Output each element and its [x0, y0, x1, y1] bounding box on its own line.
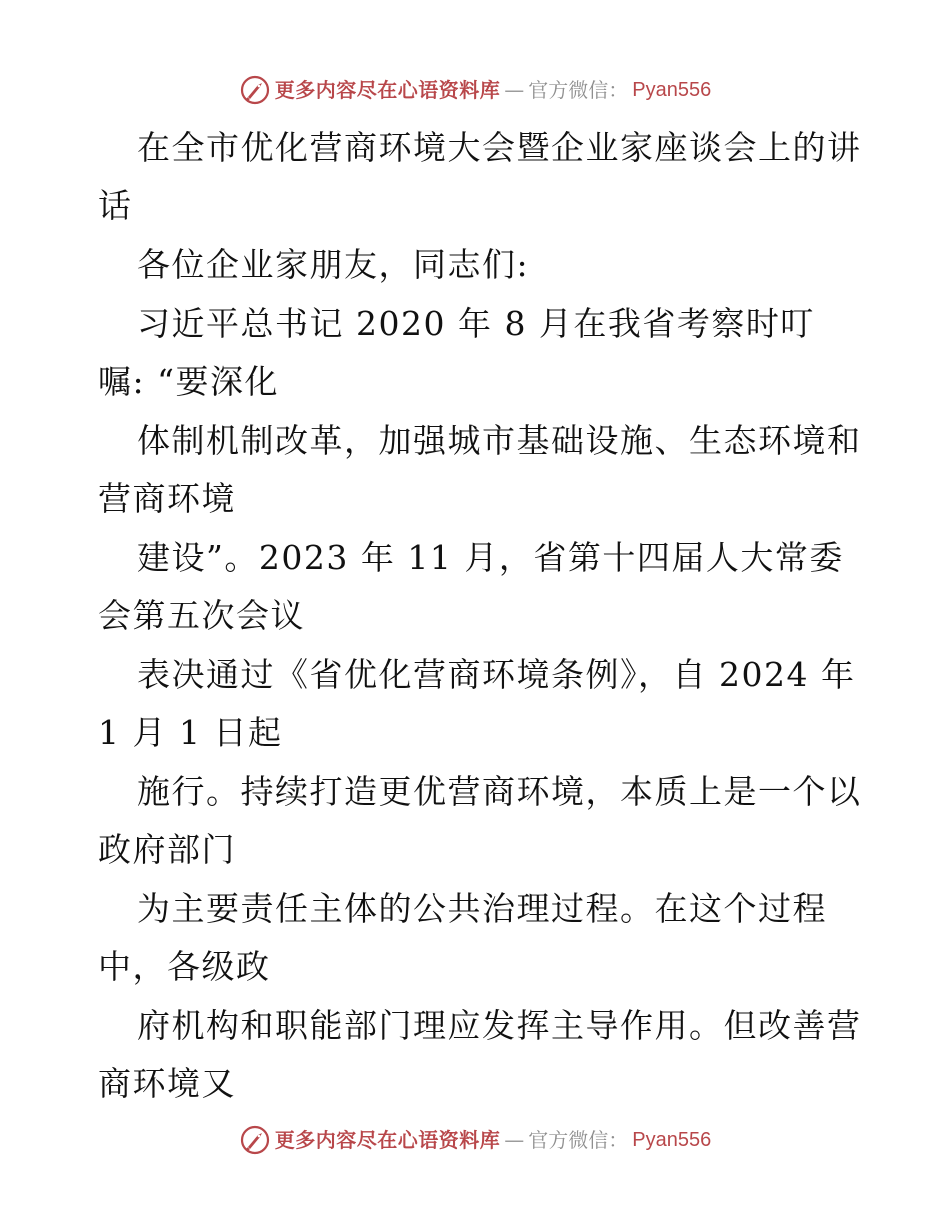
text-line: 话	[98, 186, 133, 225]
footer-banner	[0, 1124, 950, 1156]
text-line: 政府部门	[98, 830, 236, 869]
text-line: 表决通过《省优化营商环境条例》，自 2024 年	[137, 655, 856, 694]
pen-nib-icon	[239, 74, 271, 106]
text-line: 营商环境	[98, 479, 236, 518]
text-line: 施行。持续打造更优营商环境，本质上是一个以	[137, 772, 862, 811]
banner-brand: 更多内容尽在心语资料库	[274, 1128, 501, 1152]
text-line: 各位企业家朋友，同志们:	[137, 245, 530, 284]
banner-wechat-id: Pyan556	[632, 79, 712, 101]
banner-wechat-id: Pyan556	[632, 1129, 712, 1151]
banner-dash: —	[504, 1128, 525, 1152]
text-line: 会第五次会议	[98, 596, 305, 635]
text-line: 为主要责任主体的公共治理过程。在这个过程	[137, 889, 827, 928]
banner-official-label: 官方微信：	[528, 1128, 629, 1152]
text-line: 建设”。2023 年 11 月，省第十四届人大常委	[137, 538, 844, 577]
banner-dash: —	[504, 78, 525, 102]
banner-brand: 更多内容尽在心语资料库	[274, 78, 501, 102]
header-banner	[0, 74, 950, 106]
text-line: 商环境又	[98, 1064, 236, 1103]
text-line: 习近平总书记 2020 年 8 月在我省考察时叮	[137, 304, 815, 343]
text-line: 1 月 1 日起	[98, 713, 283, 752]
text-line: 体制机制改革，加强城市基础设施、生态环境和	[137, 421, 862, 460]
banner-official-label: 官方微信：	[528, 78, 629, 102]
pen-nib-icon	[239, 1124, 271, 1156]
text-line: 中，各级政	[98, 947, 271, 986]
text-line: 嘱: “要深化	[98, 362, 279, 401]
text-line: 在全市优化营商环境大会暨企业家座谈会上的讲	[137, 128, 862, 167]
text-line: 府机构和职能部门理应发挥主导作用。但改善营	[137, 1006, 862, 1045]
